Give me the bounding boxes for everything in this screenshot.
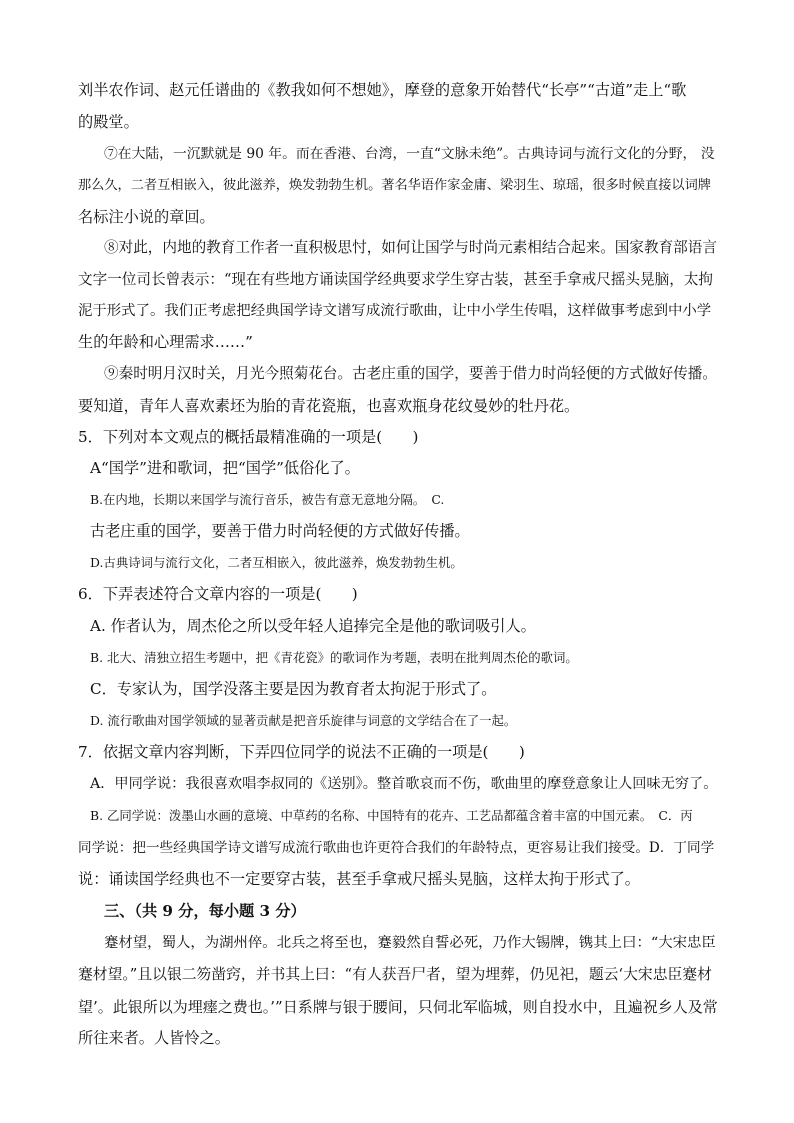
text-line: 刘半农作词、赵元任谱曲的《教我如何不想她》，摩登的意象开始替代“长亭”“古道”走上“歌: [78, 81, 687, 99]
question-6-option-a: A. 作者认为，周杰伦之所以受年轻人追捧完全是他的歌词吸引人。: [90, 617, 536, 635]
question-6-stem: 6．下弄表述符合文章内容的一项是( ): [78, 585, 358, 603]
question-5-stem: 5．下列对本文观点的概括最精准确的一项是( ): [78, 428, 419, 446]
question-7-stem: 7．依据文章内容判断，下弄四位同学的说法不正确的一项是( ): [78, 743, 525, 761]
question-7-option-c-d: 同学说：把一些经典国学诗文谱写成流行歌曲也许更符合我们的年龄特点，更容易让我们接受。D．丁同学: [78, 840, 715, 856]
text-line: 文字一位司长曾表示：“现在有些地方诵读国学经典要求学生穿古装，甚至手拿戒尺摇头晃脑，太拘: [78, 271, 713, 288]
question-7-option-a: A．甲同学说：我很喜欢唱李叔同的《送别》。整首歌哀而不伤，歌曲里的摩登意象让人回味无穷了。: [90, 776, 718, 792]
classical-passage-line: 望’。此银所以为埋瘗之费也。’”日系牌与银于腰间，只伺北军临城，则自投水中，且遍祝乡人及常: [78, 998, 718, 1016]
question-5-option-b: B.在内地，长期以来国学与流行音乐，被告有意无意地分隔。 C.: [90, 492, 445, 507]
question-7-option-d-cont: 说：诵读国学经典也不一定要穿古装，甚至手拿戒尺摇头晃脑，这样太拘于形式了。: [78, 870, 640, 888]
classical-passage-line: 所往来者。人皆怜之。: [78, 1029, 230, 1047]
text-line: 泥于形式了。我们正考虑把经典国学诗文谱写成流行歌曲，让中小学生传唱，这样做事考虑到中小学: [78, 303, 712, 319]
section-three-heading: 三、（共 9 分，每小题 3 分）: [104, 902, 306, 920]
question-5-option-d: D.古典诗词与流行文化，二者互相嵌入，彼此滋养，焕发勃勃生机。: [90, 555, 463, 570]
classical-passage-line: 蹇材望。”且以银二笏凿窍，并书其上曰：“有人获吾尸者，望为埋葬，仍见祀，题云‘大宋忠臣蹇材: [78, 966, 712, 983]
text-line: 生的年龄和心理需求……”: [78, 333, 253, 351]
text-line: 的殿堂。: [78, 113, 139, 131]
classical-passage-line: 蹇材望，蜀人，为湖州倅。北兵之将至也，蹇毅然自誓必死，乃作大锡牌，镌其上曰：“大宋忠臣: [104, 935, 716, 951]
question-5-option-c: 古老庄重的国学，要善于借力时尚轻便的方式做好传播。: [90, 522, 470, 540]
paragraph-9-line: ⑨秦时明月汉时关，月光今照菊花台。古老庄重的国学，要善于借力时尚轻便的方式做好传播。: [104, 365, 717, 382]
text-line: 要知道，青年人喜欢素坯为胎的青花瓷瓶，也喜欢瓶身花纹曼妙的牡丹花。: [78, 397, 580, 415]
paragraph-8-line: ⑧对此，内地的教育工作者一直积极思忖，如何让国学与时尚元素相结合起来。国家教育部语言: [104, 239, 717, 256]
paragraph-7-line: ⑦在大陆，一沉默就是 90 年。而在香港、台湾，一直“文脉未绝”。古典诗词与流行文化的分野， 没: [104, 146, 715, 162]
question-5-option-a: A“国学”进和歌词，把“国学”低俗化了。: [90, 459, 360, 477]
question-6-option-d: D. 流行歌曲对国学领域的显著贡献是把音乐旋律与词意的文学结合在了一起。: [90, 713, 517, 728]
question-7-option-b: B. 乙同学说：泼墨山水画的意境、中草药的名称、中国特有的花卉、工艺品都蕴含着丰富的中国元素。 C．丙: [90, 808, 693, 823]
question-6-option-b: B. 北大、清独立招生考题中，把《青花瓷》的歌词作为考题，表明在批判周杰伦的歌词。: [90, 650, 578, 665]
question-6-option-c: C．专家认为，国学没落主要是因为教育者太拘泥于形式了。: [90, 680, 497, 698]
text-line: 那么久，二者互相嵌入，彼此滋养，焕发勃勃生机。著名华语作家金庸、梁羽生、琼瑶，很多时候直接以词牌: [78, 178, 711, 193]
text-line: 名标注小说的章回。: [78, 208, 215, 226]
